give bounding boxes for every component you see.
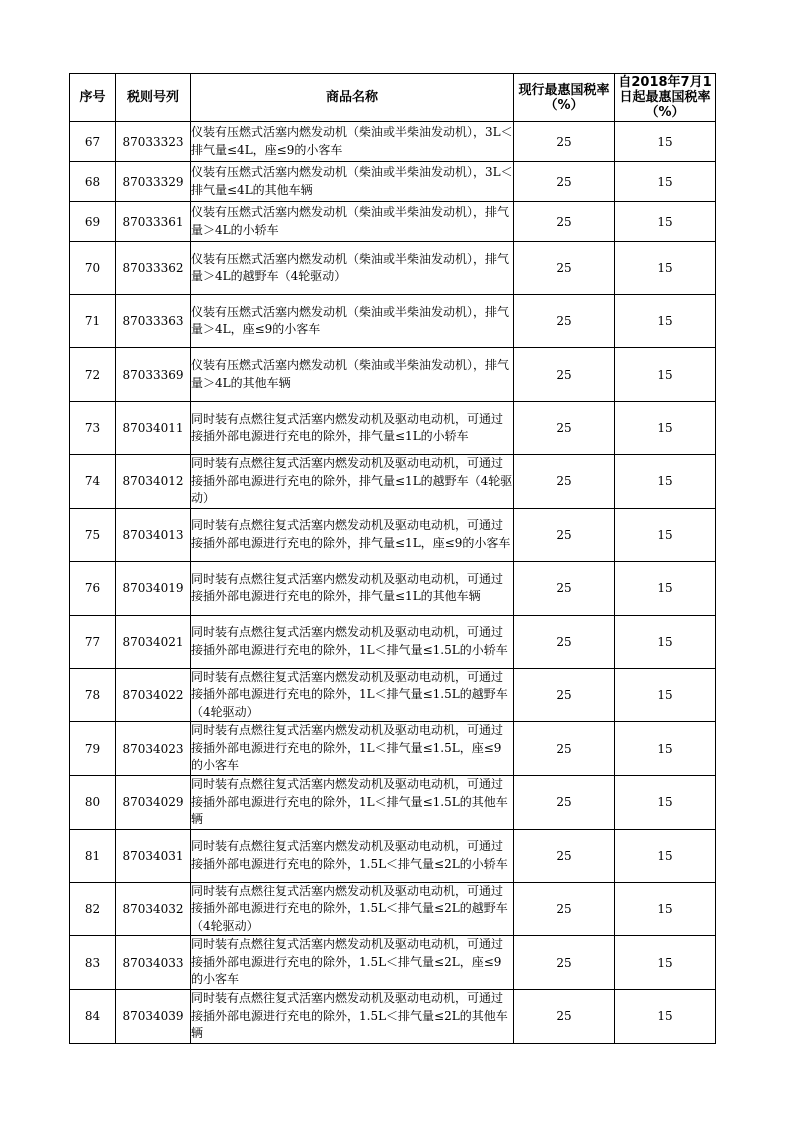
cell-current-rate: 25 [514,508,615,561]
cell-name: 仪装有压燃式活塞内燃发动机（柴油或半柴油发动机），排气量＞4L，座≤9的小客车 [191,295,514,348]
cell-current-rate: 25 [514,776,615,830]
cell-current-rate: 25 [514,668,615,722]
cell-new-rate: 15 [615,668,716,722]
cell-current-rate: 25 [514,722,615,776]
cell-name: 同时装有点燃往复式活塞内燃发动机及驱动电动机，可通过接插外部电源进行充电的除外，1L＜排气量≤1.5L的越野车（4轮驱动） [191,668,514,722]
table-body [70,122,716,1044]
cell-current-rate: 25 [514,242,615,295]
cell-name: 同时装有点燃往复式活塞内燃发动机及驱动电动机，可通过接插外部电源进行充电的除外，1.5L＜排气量≤2L的其他车辆 [191,990,514,1044]
table-row [70,162,716,202]
table-row [70,668,716,722]
table-row [70,882,716,936]
cell-current-rate: 25 [514,402,615,455]
cell-name: 仪装有压燃式活塞内燃发动机（柴油或半柴油发动机），3L＜排气量≤4L的其他车辆 [191,162,514,202]
cell-current-rate: 25 [514,990,615,1044]
header-row [70,74,716,122]
cell-seq: 74 [70,455,116,509]
cell-seq: 68 [70,162,116,202]
cell-new-rate: 15 [615,402,716,455]
header-name: 商品名称 [191,74,514,122]
cell-name: 同时装有点燃往复式活塞内燃发动机及驱动电动机，可通过接插外部电源进行充电的除外，排气量≤1L的越野车（4轮驱动） [191,455,514,509]
header-current-rate: 现行最惠国税率（%） [514,74,615,122]
cell-code: 87034029 [116,776,191,830]
cell-current-rate: 25 [514,202,615,242]
cell-seq: 73 [70,402,116,455]
cell-new-rate: 15 [615,202,716,242]
cell-current-rate: 25 [514,829,615,882]
cell-name: 同时装有点燃往复式活塞内燃发动机及驱动电动机，可通过接插外部电源进行充电的除外，1L＜排气量≤1.5L，座≤9的小客车 [191,722,514,776]
cell-seq: 83 [70,936,116,990]
table-row [70,202,716,242]
cell-new-rate: 15 [615,162,716,202]
cell-new-rate: 15 [615,776,716,830]
cell-new-rate: 15 [615,829,716,882]
cell-code: 87033369 [116,348,191,402]
cell-new-rate: 15 [615,936,716,990]
cell-new-rate: 15 [615,615,716,668]
cell-code: 87034022 [116,668,191,722]
cell-seq: 84 [70,990,116,1044]
cell-current-rate: 25 [514,615,615,668]
table-row [70,295,716,348]
cell-code: 87033363 [116,295,191,348]
cell-code: 87034023 [116,722,191,776]
table-row [70,455,716,509]
table-row [70,936,716,990]
cell-name: 同时装有点燃往复式活塞内燃发动机及驱动电动机，可通过接插外部电源进行充电的除外，1L＜排气量≤1.5L的小轿车 [191,615,514,668]
cell-current-rate: 25 [514,295,615,348]
cell-seq: 78 [70,668,116,722]
cell-name: 仪装有压燃式活塞内燃发动机（柴油或半柴油发动机），3L＜排气量≤4L，座≤9的小客车 [191,122,514,162]
header-new-rate: 自2018年7月1日起最惠国税率（%） [615,74,716,122]
cell-name: 同时装有点燃往复式活塞内燃发动机及驱动电动机，可通过接插外部电源进行充电的除外，排气量≤1L，座≤9的小客车 [191,508,514,561]
cell-new-rate: 15 [615,882,716,936]
cell-code: 87034033 [116,936,191,990]
cell-new-rate: 15 [615,990,716,1044]
cell-new-rate: 15 [615,242,716,295]
cell-new-rate: 15 [615,455,716,509]
cell-seq: 82 [70,882,116,936]
table-row [70,561,716,615]
cell-new-rate: 15 [615,722,716,776]
cell-code: 87034013 [116,508,191,561]
cell-seq: 67 [70,122,116,162]
table-row [70,122,716,162]
cell-name: 仪装有压燃式活塞内燃发动机（柴油或半柴油发动机），排气量＞4L的其他车辆 [191,348,514,402]
table-row [70,615,716,668]
header-code: 税则号列 [116,74,191,122]
table-row [70,402,716,455]
cell-code: 87034021 [116,615,191,668]
cell-new-rate: 15 [615,122,716,162]
cell-seq: 81 [70,829,116,882]
header-seq: 序号 [70,74,116,122]
cell-current-rate: 25 [514,162,615,202]
cell-code: 87034032 [116,882,191,936]
cell-name: 同时装有点燃往复式活塞内燃发动机及驱动电动机，可通过接插外部电源进行充电的除外，排气量≤1L的其他车辆 [191,561,514,615]
cell-name: 同时装有点燃往复式活塞内燃发动机及驱动电动机，可通过接插外部电源进行充电的除外，排气量≤1L的小轿车 [191,402,514,455]
cell-seq: 76 [70,561,116,615]
cell-new-rate: 15 [615,295,716,348]
cell-current-rate: 25 [514,561,615,615]
cell-seq: 70 [70,242,116,295]
cell-code: 87034012 [116,455,191,509]
cell-new-rate: 15 [615,348,716,402]
cell-current-rate: 25 [514,882,615,936]
cell-name: 同时装有点燃往复式活塞内燃发动机及驱动电动机，可通过接插外部电源进行充电的除外，1L＜排气量≤1.5L的其他车辆 [191,776,514,830]
cell-current-rate: 25 [514,348,615,402]
cell-new-rate: 15 [615,508,716,561]
cell-code: 87034039 [116,990,191,1044]
cell-current-rate: 25 [514,455,615,509]
table-row [70,722,716,776]
cell-seq: 80 [70,776,116,830]
table-row [70,348,716,402]
cell-current-rate: 25 [514,936,615,990]
cell-seq: 77 [70,615,116,668]
table-row [70,776,716,830]
cell-name: 同时装有点燃往复式活塞内燃发动机及驱动电动机，可通过接插外部电源进行充电的除外，1.5L＜排气量≤2L，座≤9的小客车 [191,936,514,990]
cell-code: 87034019 [116,561,191,615]
cell-seq: 75 [70,508,116,561]
cell-current-rate: 25 [514,122,615,162]
cell-new-rate: 15 [615,561,716,615]
cell-seq: 72 [70,348,116,402]
cell-name: 仪装有压燃式活塞内燃发动机（柴油或半柴油发动机），排气量＞4L的小轿车 [191,202,514,242]
cell-code: 87033362 [116,242,191,295]
table-row [70,829,716,882]
tariff-table [69,73,716,1044]
cell-code: 87033329 [116,162,191,202]
cell-seq: 79 [70,722,116,776]
cell-seq: 69 [70,202,116,242]
cell-code: 87034031 [116,829,191,882]
cell-name: 同时装有点燃往复式活塞内燃发动机及驱动电动机，可通过接插外部电源进行充电的除外，1.5L＜排气量≤2L的越野车（4轮驱动） [191,882,514,936]
cell-name: 仪装有压燃式活塞内燃发动机（柴油或半柴油发动机），排气量＞4L的越野车（4轮驱动） [191,242,514,295]
cell-code: 87033361 [116,202,191,242]
table-row [70,508,716,561]
table-row [70,242,716,295]
cell-code: 87033323 [116,122,191,162]
cell-seq: 71 [70,295,116,348]
cell-code: 87034011 [116,402,191,455]
table-row [70,990,716,1044]
cell-name: 同时装有点燃往复式活塞内燃发动机及驱动电动机，可通过接插外部电源进行充电的除外，1.5L＜排气量≤2L的小轿车 [191,829,514,882]
